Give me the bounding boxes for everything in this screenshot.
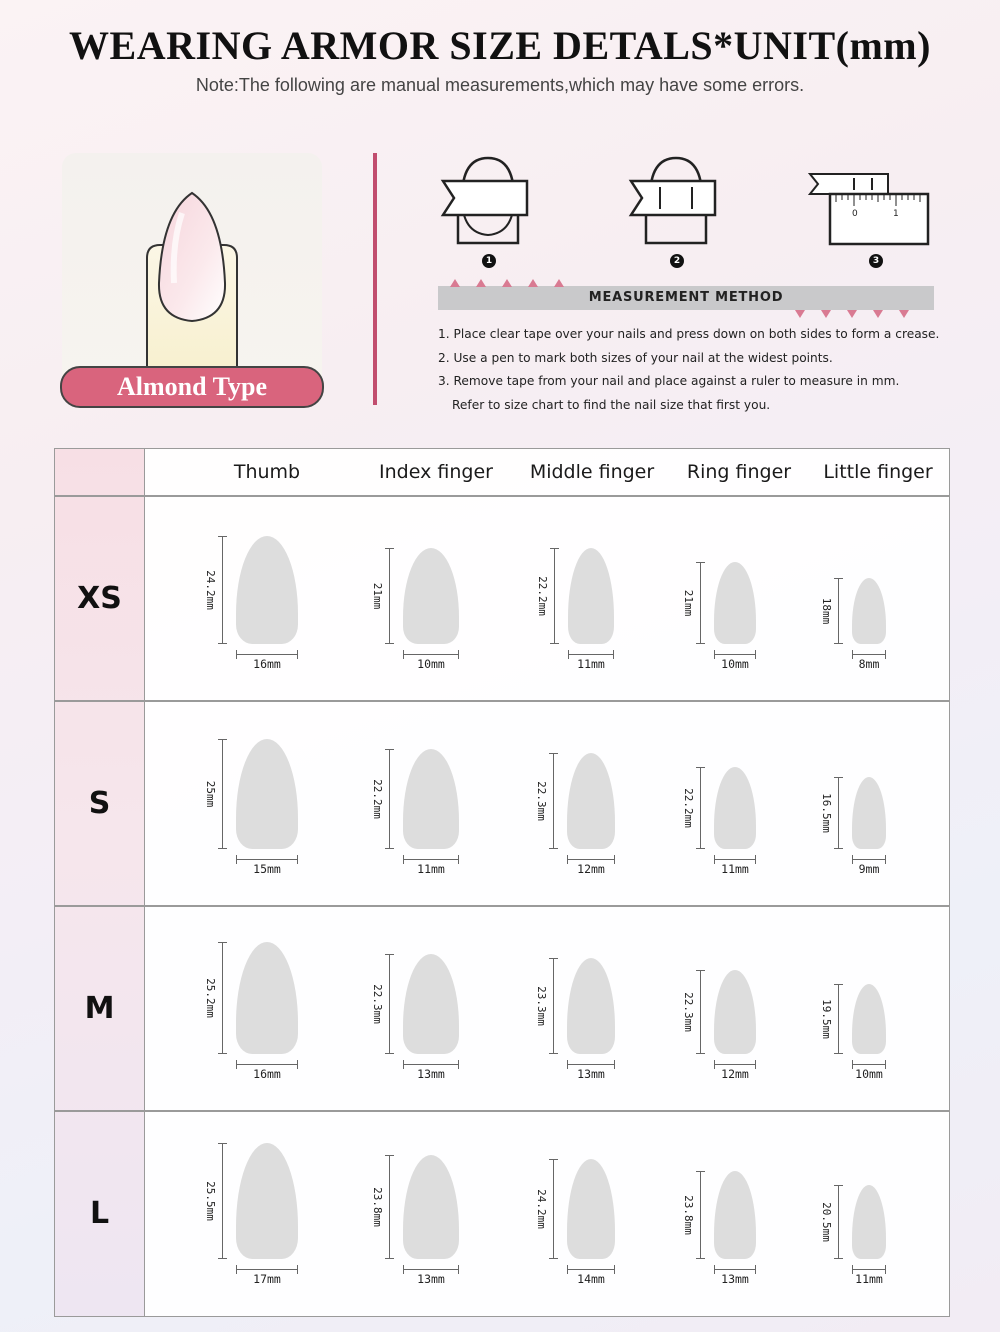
instruction-2: 2. Use a pen to mark both sizes of your nail at the widest points. — [438, 350, 833, 365]
nail-shape — [236, 536, 298, 644]
nail-shape — [236, 1143, 298, 1259]
nail-shape — [714, 767, 756, 849]
length-label: 21mm — [682, 589, 695, 617]
nail-shape — [714, 562, 756, 644]
length-ruler — [222, 1143, 223, 1259]
nail-shape — [567, 753, 615, 849]
width-label: 17mm — [253, 1272, 281, 1286]
length-label: 25.5mm — [204, 1181, 217, 1221]
length-label: 22.2mm — [371, 779, 384, 819]
nail-shape — [403, 954, 459, 1054]
length-label: 23.3mm — [535, 986, 548, 1026]
step-badge-2: 2 — [670, 254, 684, 268]
width-ruler — [567, 1064, 615, 1065]
width-ruler — [403, 1064, 459, 1065]
width-ruler — [403, 859, 459, 860]
length-label: 22.3mm — [371, 984, 384, 1024]
width-label: 12mm — [577, 862, 605, 876]
length-label: 20.5mm — [820, 1202, 833, 1242]
nail-shape — [236, 739, 298, 849]
col-header-little: Little finger — [823, 461, 933, 483]
width-label: 13mm — [577, 1067, 605, 1081]
length-label: 16.5mm — [820, 793, 833, 833]
decor-arrows-left — [450, 278, 580, 288]
length-label: 18mm — [820, 597, 833, 625]
length-ruler — [553, 958, 554, 1054]
length-ruler — [700, 562, 701, 644]
nail-shape — [403, 548, 459, 644]
length-ruler — [838, 578, 839, 644]
width-label: 8mm — [858, 657, 880, 671]
width-ruler — [567, 859, 615, 860]
width-label: 11mm — [417, 862, 445, 876]
col-header-index: Index finger — [379, 461, 493, 483]
instruction-4: Refer to size chart to find the nail size that first you. — [452, 397, 771, 412]
nail-shape — [714, 1171, 756, 1259]
width-label: 14mm — [577, 1272, 605, 1286]
decor-arrows-right — [795, 309, 925, 319]
length-ruler — [222, 739, 223, 849]
size-label-l: L — [89, 1196, 110, 1231]
length-label: 22.3mm — [682, 992, 695, 1032]
width-ruler — [403, 654, 459, 655]
width-ruler — [403, 1269, 459, 1270]
instruction-3: 3. Remove tape from your nail and place against a ruler to measure in mm. — [438, 374, 900, 388]
width-label: 13mm — [417, 1272, 445, 1286]
length-label: 19.5mm — [820, 999, 833, 1039]
width-label: 9mm — [858, 862, 880, 876]
width-ruler — [714, 1269, 756, 1270]
page-title: WEARING ARMOR SIZE DETALS*UNIT(mm) — [69, 23, 931, 68]
nail-shape — [567, 958, 615, 1054]
row-divider — [55, 905, 949, 907]
width-label: 15mm — [253, 862, 281, 876]
length-label: 22.3mm — [535, 781, 548, 821]
width-ruler — [236, 1064, 298, 1065]
measurement-method-title: MEASUREMENT METHOD — [588, 290, 784, 305]
length-ruler — [838, 777, 839, 849]
length-ruler — [389, 954, 390, 1054]
width-ruler — [852, 859, 886, 860]
width-label: 10mm — [417, 657, 445, 671]
col-header-thumb: Thumb — [233, 461, 301, 483]
row-divider — [55, 700, 949, 702]
nail-shape — [852, 1185, 886, 1259]
nail-shape — [852, 777, 886, 849]
length-ruler — [222, 942, 223, 1054]
nail-shape — [852, 578, 886, 644]
nail-shape — [852, 984, 886, 1054]
col-header-middle: Middle finger — [529, 461, 655, 483]
tape-step-icon — [440, 153, 530, 248]
nail-shape — [568, 548, 614, 644]
width-label: 11mm — [855, 1272, 883, 1286]
size-label-xs: XS — [77, 581, 122, 616]
col-header-ring: Ring finger — [686, 461, 792, 483]
width-ruler — [714, 859, 756, 860]
width-ruler — [852, 1064, 886, 1065]
width-ruler — [567, 1269, 615, 1270]
width-ruler — [236, 1269, 298, 1270]
length-ruler — [389, 548, 390, 644]
width-label: 16mm — [253, 657, 281, 671]
step-badge-3: 3 — [869, 254, 883, 268]
width-label: 13mm — [417, 1067, 445, 1081]
width-label: 13mm — [721, 1272, 749, 1286]
measurement-note: Note:The following are manual measurements,which may have some errors. — [195, 75, 805, 95]
width-ruler — [714, 654, 756, 655]
length-ruler — [700, 767, 701, 849]
size-label-s: S — [88, 786, 111, 821]
length-ruler — [389, 749, 390, 849]
ruler-tick-1: 1 — [893, 209, 899, 219]
mark-step-icon — [628, 153, 718, 248]
header-divider — [55, 495, 949, 497]
length-label: 21mm — [371, 582, 384, 610]
length-ruler — [838, 1185, 839, 1259]
instructions-list — [438, 323, 958, 417]
length-ruler — [700, 1171, 701, 1259]
instruction-1: 1. Place clear tape over your nails and press down on both sides to form a crease. — [438, 327, 940, 341]
ruler-tick-0: 0 — [852, 209, 858, 219]
length-ruler — [389, 1155, 390, 1259]
section-divider — [373, 153, 377, 405]
length-ruler — [222, 536, 223, 644]
length-label: 22.2mm — [682, 788, 695, 828]
length-label: 24.2mm — [204, 570, 217, 610]
length-ruler — [553, 1159, 554, 1259]
length-ruler — [554, 548, 555, 644]
size-label-m: M — [84, 991, 115, 1026]
nail-shape — [236, 942, 298, 1054]
width-ruler — [568, 654, 614, 655]
length-ruler — [553, 753, 554, 849]
length-label: 24.2mm — [535, 1189, 548, 1229]
length-label: 22.2mm — [536, 576, 549, 616]
width-label: 16mm — [253, 1067, 281, 1081]
length-ruler — [838, 984, 839, 1054]
size-column — [55, 449, 145, 1316]
length-label: 25mm — [204, 780, 217, 808]
length-label: 23.8mm — [682, 1195, 695, 1235]
nail-shape — [403, 749, 459, 849]
width-ruler — [236, 859, 298, 860]
size-table — [54, 448, 950, 1317]
width-ruler — [714, 1064, 756, 1065]
width-label: 11mm — [577, 657, 605, 671]
row-divider — [55, 1110, 949, 1112]
length-label: 25.2mm — [204, 978, 217, 1018]
width-ruler — [236, 654, 298, 655]
length-label: 23.8mm — [371, 1187, 384, 1227]
nail-shape — [714, 970, 756, 1054]
ruler-step-icon — [808, 170, 933, 248]
width-label: 10mm — [721, 657, 749, 671]
nail-shape — [403, 1155, 459, 1259]
length-ruler — [700, 970, 701, 1054]
width-label: 12mm — [721, 1067, 749, 1081]
width-label: 10mm — [855, 1067, 883, 1081]
width-ruler — [852, 654, 886, 655]
width-label: 11mm — [721, 862, 749, 876]
step-badge-1: 1 — [482, 254, 496, 268]
nail-shape — [567, 1159, 615, 1259]
nail-type-badge: Almond Type — [60, 366, 324, 408]
width-ruler — [852, 1269, 886, 1270]
